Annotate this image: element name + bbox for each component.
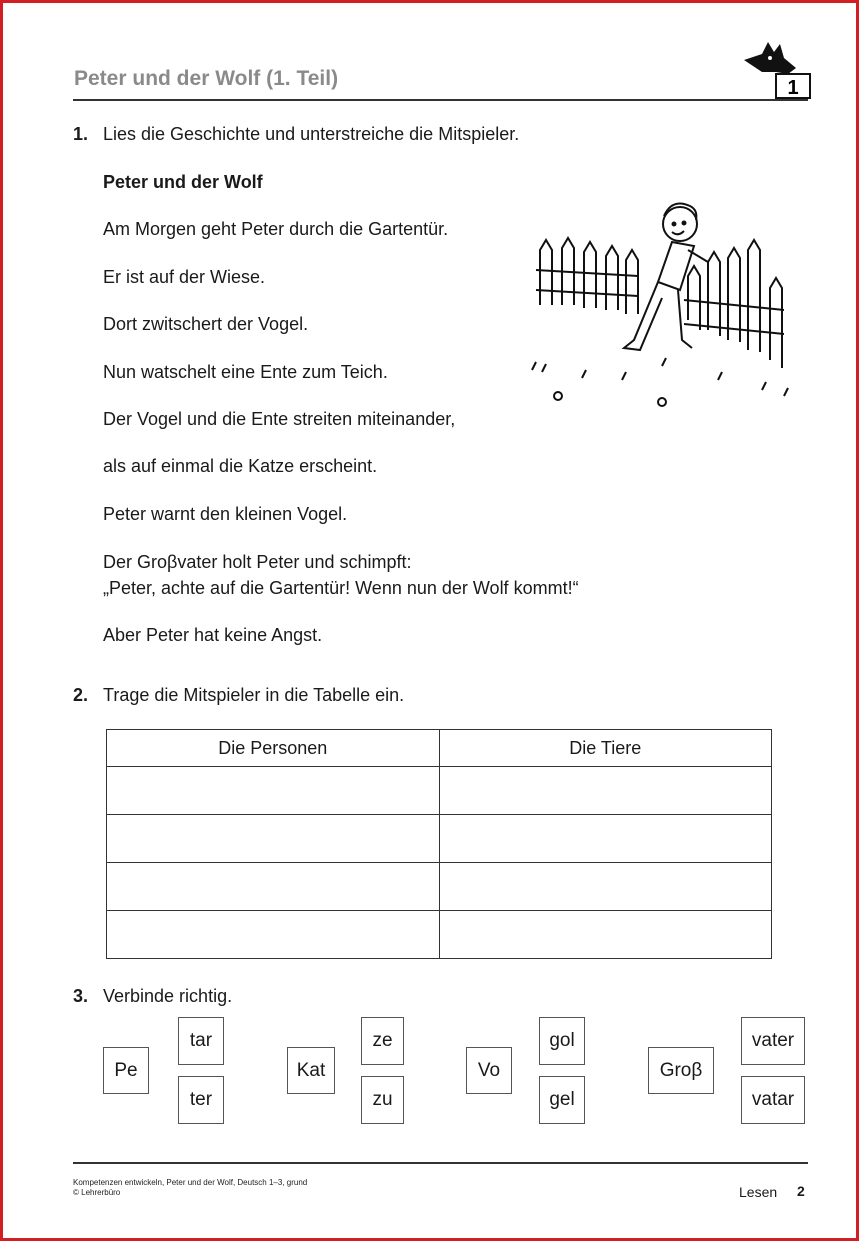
- story-line: Peter warnt den kleinen Vogel.: [103, 504, 348, 524]
- syllable-stem-box[interactable]: Pe: [103, 1047, 149, 1094]
- story-line: Der Groβvater holt Peter und schimpft:: [103, 552, 412, 572]
- animal-cell[interactable]: [439, 767, 772, 815]
- story-line: Nun watschelt eine Ente zum Teich.: [103, 362, 388, 382]
- title-divider: [73, 99, 808, 101]
- syllable-option-box[interactable]: ter: [178, 1076, 224, 1124]
- person-cell[interactable]: [107, 863, 440, 911]
- syllable-option-box[interactable]: ze: [361, 1017, 404, 1065]
- page-number: 2: [797, 1183, 805, 1199]
- wolf-badge-icon: [740, 38, 814, 102]
- footer-source: Kompetenzen entwickeln, Peter und der Wolf, Deutsch 1–3, grund: [73, 1178, 308, 1187]
- syllable-option-box[interactable]: vatar: [741, 1076, 805, 1124]
- story-line: Er ist auf der Wiese.: [103, 267, 266, 287]
- animal-cell[interactable]: [439, 911, 772, 959]
- footer-section: Lesen: [739, 1184, 778, 1200]
- animal-cell[interactable]: [439, 815, 772, 863]
- story-line: als auf einmal die Katze erscheint.: [103, 456, 378, 476]
- story-line: „Peter, achte auf die Gartentür! Wenn nun der Wolf kommt!“: [103, 578, 579, 598]
- footer-copyright: © Lehrerbüro: [73, 1188, 121, 1197]
- syllable-stem-box[interactable]: Groβ: [648, 1047, 714, 1094]
- task1-number: 1.: [73, 124, 89, 144]
- animal-cell[interactable]: [439, 863, 772, 911]
- person-cell[interactable]: [107, 767, 440, 815]
- task1-instruction: Lies die Geschichte und unterstreiche die Mitspieler.: [103, 124, 520, 144]
- page-title: Peter und der Wolf (1. Teil): [74, 67, 339, 90]
- syllable-option-box[interactable]: tar: [178, 1017, 224, 1065]
- footer-credits: [73, 1178, 307, 1198]
- story-line: Dort zwitschert der Vogel.: [103, 314, 309, 334]
- syllable-stem-box[interactable]: Kat: [287, 1047, 335, 1094]
- column-header-persons: Die Personen: [107, 730, 440, 767]
- task3-number: 3.: [73, 986, 89, 1006]
- table-row: [107, 911, 772, 959]
- story-line: Der Vogel und die Ente streiten miteinander,: [103, 409, 456, 429]
- syllable-option-box[interactable]: gol: [539, 1017, 585, 1065]
- syllable-option-box[interactable]: vater: [741, 1017, 805, 1065]
- badge-number: 1: [787, 77, 799, 99]
- table-row: [107, 863, 772, 911]
- person-cell[interactable]: [107, 911, 440, 959]
- syllable-option-box[interactable]: zu: [361, 1076, 404, 1124]
- task2-number: 2.: [73, 685, 89, 705]
- task2-instruction: Trage die Mitspieler in die Tabelle ein.: [103, 685, 405, 705]
- syllable-option-box[interactable]: gel: [539, 1076, 585, 1124]
- table-row: [107, 815, 772, 863]
- person-cell[interactable]: [107, 815, 440, 863]
- column-header-animals: Die Tiere: [439, 730, 772, 767]
- footer-divider: [73, 1162, 808, 1164]
- story-title: Peter und der Wolf: [103, 172, 263, 192]
- boy-at-garden-gate-illustration: [522, 190, 802, 415]
- syllable-stem-box[interactable]: Vo: [466, 1047, 512, 1094]
- table-header-row: [107, 730, 772, 767]
- table-row: [107, 767, 772, 815]
- task3-instruction: Verbinde richtig.: [103, 986, 233, 1006]
- story-line: Aber Peter hat keine Angst.: [103, 625, 323, 645]
- story-line: Am Morgen geht Peter durch die Gartentür.: [103, 219, 449, 239]
- players-table: [106, 729, 772, 959]
